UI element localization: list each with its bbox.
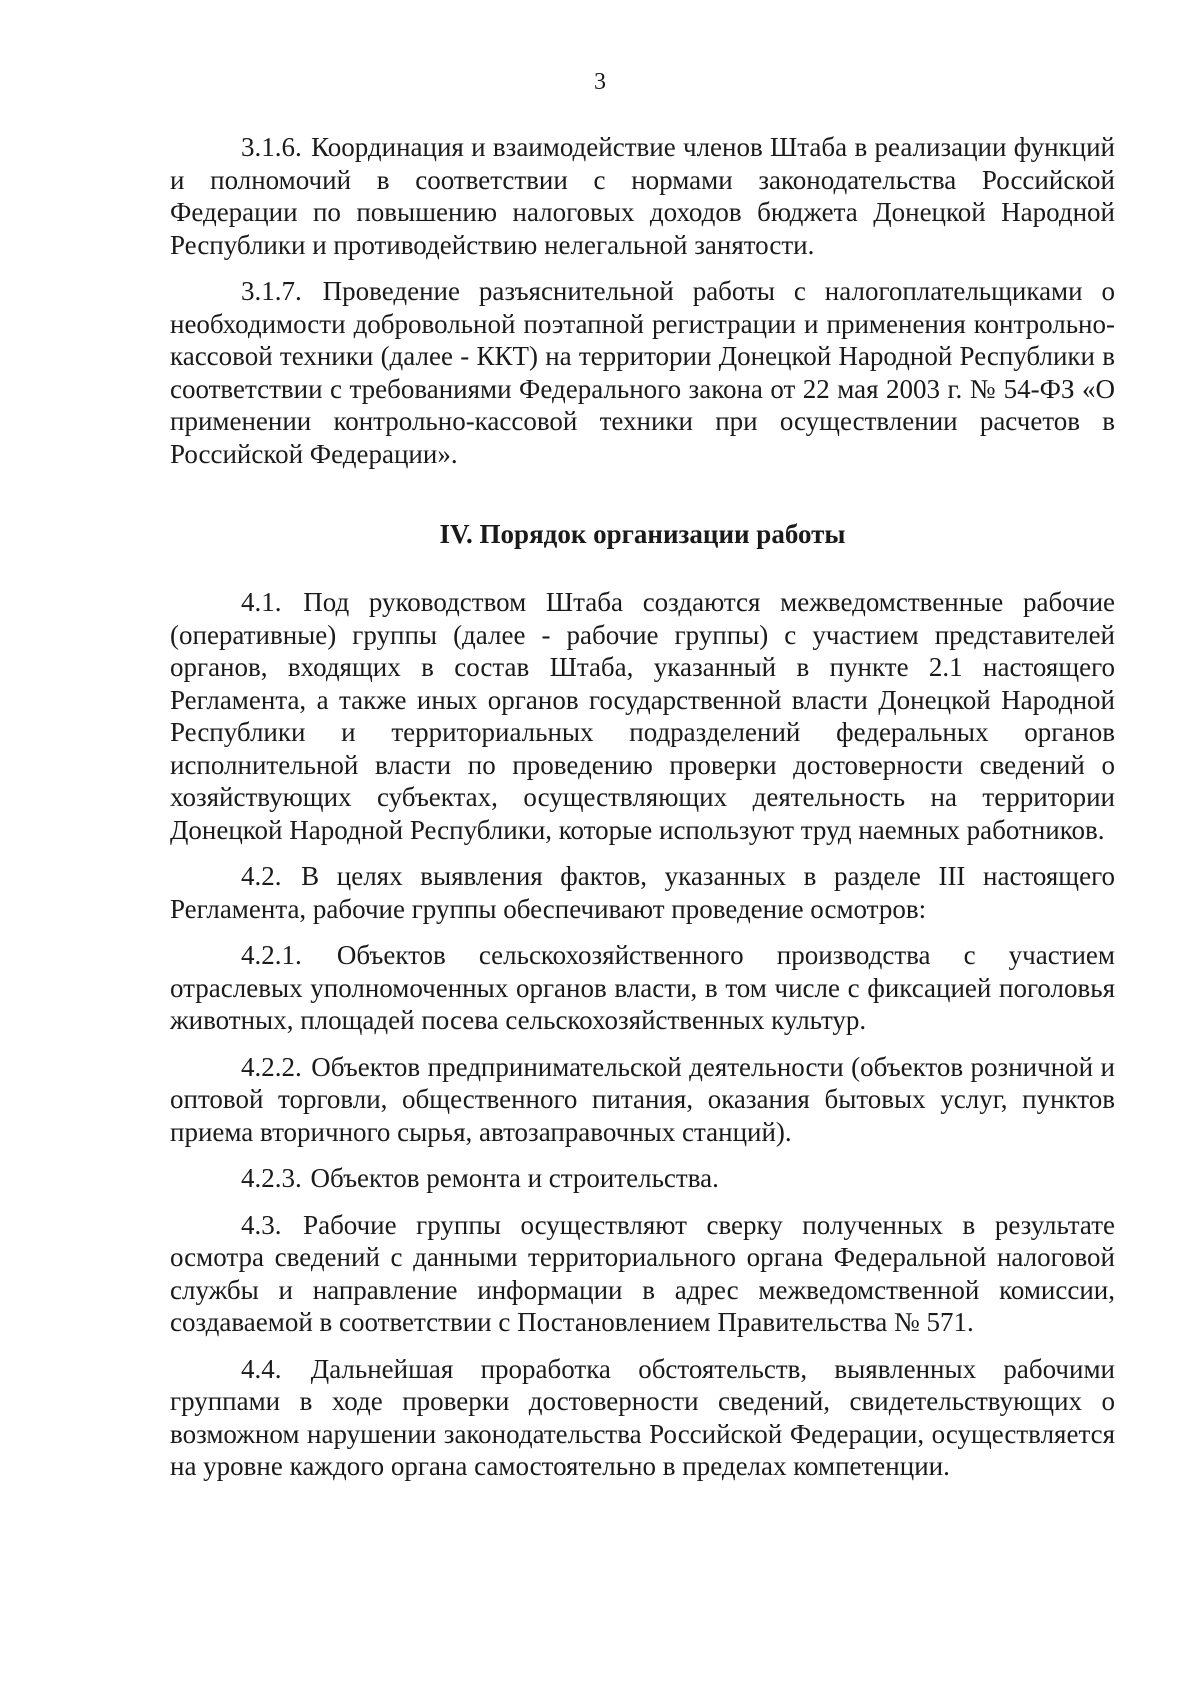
paragraph-number: 4.2. <box>241 861 282 891</box>
paragraph-number: 4.2.2. <box>241 1051 302 1082</box>
paragraph-number: 4.2.1. <box>241 940 302 970</box>
paragraph-text: Дальнейшая проработка обстоятельств, выявленных рабочими группами в ходе проверки достоверности сведений, свидетельствующих о возможном нарушении законодательства Российской Федерации, осуществляется на уровне каждого органа самостоятельно в пределах компетенции. <box>170 1353 1115 1481</box>
section-heading: IV. Порядок организации работы <box>439 519 846 549</box>
paragraph-text: Координация и взаимодействие членов Штаба в реализации функций и полномочий в соответствии с нормами законодательства Российской Федерации по повышению налоговых доходов бюджета Донецкой Народной Республики и противодействию нелегальной занятости. <box>170 132 1116 260</box>
paragraph-text: В целях выявления фактов, указанных в разделе III настоящего Регламента, рабочие группы обеспечивают проведение осмотров: <box>170 861 1115 924</box>
paragraph-text: Проведение разъяснительной работы с налогоплательщиками о необходимости добровольной поэтапной регистрации и применения контрольно-кассовой техники (далее - ККТ) на территории Донецкой Народной Республики в соответствии с требованиями Федерального закона от 22 мая 2003 г. № 54-ФЗ «О применении контрольно-кассовой техники при осуществлении расчетов в Российской Федерации». <box>170 276 1115 469</box>
paragraph-number: 4.1. <box>241 587 282 617</box>
paragraph-text: Объектов сельскохозяйственного производства с участием отраслевых уполномоченных органов власти, в том числе с фиксацией поголовья животных, площадей посева сельскохозяйственных культур. <box>170 940 1115 1035</box>
paragraph-4-3 <box>170 1209 1115 1339</box>
paragraph-4-2-2 <box>170 1051 1115 1149</box>
paragraph-4-2-3 <box>170 1162 1115 1195</box>
paragraph-number: 3.1.6. <box>241 132 302 162</box>
paragraph-number: 3.1.7. <box>241 276 302 306</box>
paragraph-3-1-7 <box>170 275 1115 470</box>
paragraph-number: 4.4. <box>241 1353 282 1384</box>
paragraph-4-1 <box>170 586 1115 846</box>
paragraph-number: 4.2.3. <box>241 1163 302 1193</box>
paragraph-4-2-1 <box>170 939 1115 1037</box>
paragraph-4-4 <box>170 1353 1115 1483</box>
paragraph-text: Под руководством Штаба создаются межведомственные рабочие (оперативные) группы (далее - рабочие группы) с участием представителей органов, входящих в состав Штаба, указанный в пункте 2.1 настоящего Регламента, а также иных органов государственной власти Донецкой Народной Республики и территориальных подразделений федеральных органов исполнительной власти по проведению проверки достоверности сведений о хозяйствующих субъектах, осуществляющих деятельность на территории Донецкой Народной Республики, которые используют труд наемных работников. <box>170 587 1116 845</box>
paragraph-3-1-6 <box>170 131 1115 261</box>
document-body <box>170 131 1115 1497</box>
page-number: 3 <box>594 69 606 95</box>
paragraph-text: Рабочие группы осуществляют сверку полученных в результате осмотра сведений с данными территориального органа Федеральной налоговой службы и направление информации в адрес межведомственной комиссии, создаваемой в соответствии с Постановлением Правительства № 571. <box>170 1209 1116 1337</box>
paragraph-text: Объектов ремонта и строительства. <box>310 1163 719 1193</box>
paragraph-number: 4.3. <box>241 1209 282 1240</box>
paragraph-4-2 <box>170 860 1115 925</box>
paragraph-text: Объектов предпринимательской деятельности (объектов розничной и оптовой торговли, общественного питания, оказания бытовых услуг, пунктов приема вторичного сырья, автозаправочных станций). <box>170 1051 1115 1147</box>
